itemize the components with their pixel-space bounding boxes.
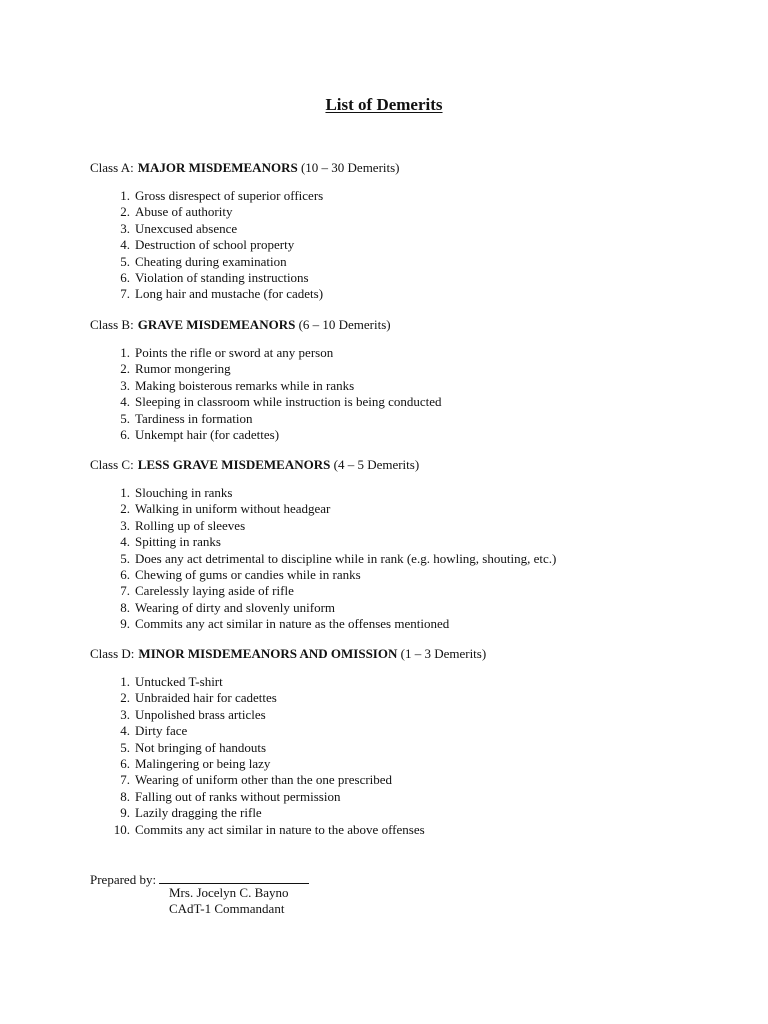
item-text: Unkempt hair (for cadettes) [135, 426, 280, 442]
item-text: Points the rifle or sword at any person [135, 345, 334, 360]
item-text: Rumor mongering [135, 361, 231, 377]
list-item [90, 394, 730, 410]
list-item [90, 822, 730, 838]
offense-list [90, 188, 730, 303]
item-text: Lazily dragging the rifle [135, 805, 262, 821]
item-number: 4. [120, 723, 130, 739]
item-text: Does any act detrimental to discipline while in rank (e.g. howling, shouting, etc.) [135, 550, 557, 566]
item-text: Spitting in ranks [135, 534, 221, 550]
section-range: (6 – 10 Demerits) [298, 317, 391, 332]
item-text: Untucked T-shirt [135, 674, 223, 689]
item-text: Cheating during examination [135, 253, 287, 269]
signatory-name: Mrs. Jocelyn C. Bayno [169, 885, 289, 900]
item-text: Abuse of authority [135, 204, 233, 220]
item-number: 3. [120, 377, 130, 393]
item-number: 7. [120, 583, 130, 599]
item-text: Slouching in ranks [135, 485, 233, 500]
section-heading [90, 317, 730, 333]
item-number: 3. [120, 517, 130, 533]
item-text: Tardiness in formation [135, 410, 253, 426]
list-item [90, 254, 730, 270]
item-text: Destruction of school property [135, 237, 295, 253]
list-item [90, 237, 730, 253]
signatory-block [169, 885, 289, 918]
item-number: 1. [120, 674, 130, 689]
list-item [90, 616, 730, 632]
item-number: 5. [120, 739, 130, 755]
item-number: 9. [120, 616, 130, 632]
prepared-by-label: Prepared by: [90, 872, 157, 887]
item-number: 5. [120, 410, 130, 426]
item-number: 4. [120, 534, 130, 550]
section-name: MINOR MISDEMEANORS AND OMISSION [138, 646, 398, 661]
list-item [90, 221, 730, 237]
item-text: Commits any act similar in nature as the offenses mentioned [135, 616, 450, 632]
item-number: 4. [120, 237, 130, 253]
section-class-a [90, 160, 730, 303]
list-item [90, 204, 730, 220]
signatory-position: CAdT-1 Commandant [169, 901, 285, 917]
offense-list [90, 485, 730, 633]
item-text: Rolling up of sleeves [135, 517, 246, 533]
offense-list [90, 345, 730, 443]
list-item [90, 378, 730, 394]
list-item [90, 674, 730, 690]
item-text: Dirty face [135, 723, 188, 739]
item-number: 6. [120, 566, 130, 582]
item-number: 8. [120, 788, 130, 804]
item-number: 2. [120, 501, 130, 517]
section-heading [90, 646, 730, 662]
section-range: (10 – 30 Demerits) [300, 160, 400, 175]
list-item [90, 583, 730, 599]
list-item [90, 188, 730, 204]
list-item [90, 690, 730, 706]
list-item [90, 286, 730, 302]
section-class-c [90, 457, 730, 633]
item-number: 5. [120, 253, 130, 269]
section-class-label: Class A: [90, 160, 134, 175]
list-item [90, 740, 730, 756]
list-item [90, 270, 730, 286]
signature-line [159, 869, 309, 884]
item-number: 2. [120, 690, 130, 706]
list-item [90, 345, 730, 361]
item-text: Commits any act similar in nature to the above offenses [135, 821, 425, 837]
item-text: Unexcused absence [135, 220, 238, 236]
section-range: (4 – 5 Demerits) [333, 457, 420, 472]
item-text: Not bringing of handouts [135, 739, 267, 755]
section-heading [90, 160, 730, 176]
item-text: Long hair and mustache (for cadets) [135, 286, 324, 302]
item-number: 10. [113, 821, 130, 837]
section-range: (1 – 3 Demerits) [400, 646, 487, 661]
item-number: 6. [120, 426, 130, 442]
item-number: 7. [120, 772, 130, 788]
list-item [90, 427, 730, 443]
item-number: 4. [120, 394, 130, 410]
item-number: 6. [120, 269, 130, 285]
item-text: Violation of standing instructions [135, 269, 309, 285]
list-item [90, 600, 730, 616]
list-item [90, 772, 730, 788]
section-class-label: Class D: [90, 646, 135, 661]
item-number: 9. [120, 805, 130, 821]
item-number: 1. [120, 485, 130, 500]
item-text: Wearing of dirty and slovenly uniform [135, 599, 336, 615]
section-heading [90, 457, 730, 473]
item-text: Malingering or being lazy [135, 755, 271, 771]
list-item [90, 501, 730, 517]
list-item [90, 551, 730, 567]
section-class-label: Class C: [90, 457, 134, 472]
list-item [90, 567, 730, 583]
section-class-d [90, 646, 730, 838]
section-name: GRAVE MISDEMEANORS [137, 317, 296, 332]
section-class-label: Class B: [90, 317, 134, 332]
list-item [90, 756, 730, 772]
section-name: LESS GRAVE MISDEMEANORS [137, 457, 331, 472]
list-item [90, 411, 730, 427]
item-number: 1. [120, 188, 130, 203]
item-number: 8. [120, 599, 130, 615]
item-text: Sleeping in classroom while instruction is being conducted [135, 394, 442, 410]
list-item [90, 534, 730, 550]
item-number: 5. [120, 550, 130, 566]
item-text: Chewing of gums or candies while in ranks [135, 566, 361, 582]
list-item [90, 805, 730, 821]
list-item [90, 707, 730, 723]
list-item [90, 723, 730, 739]
list-item [90, 361, 730, 377]
document-title-text: List of Demerits [325, 95, 443, 114]
list-item [90, 518, 730, 534]
item-number: 3. [120, 220, 130, 236]
item-text: Wearing of uniform other than the one prescribed [135, 772, 393, 788]
item-text: Falling out of ranks without permission [135, 788, 341, 804]
section-name: MAJOR MISDEMEANORS [137, 160, 298, 175]
item-text: Gross disrespect of superior officers [135, 188, 324, 203]
list-item [90, 485, 730, 501]
list-item [90, 789, 730, 805]
item-text: Unbraided hair for cadettes [135, 690, 277, 706]
item-number: 3. [120, 706, 130, 722]
document-title [0, 94, 768, 116]
item-text: Walking in uniform without headgear [135, 501, 331, 517]
item-text: Carelessly laying aside of rifle [135, 583, 294, 599]
item-number: 2. [120, 204, 130, 220]
item-number: 6. [120, 755, 130, 771]
item-number: 2. [120, 361, 130, 377]
section-class-b [90, 317, 730, 443]
item-number: 1. [120, 345, 130, 360]
item-number: 7. [120, 286, 130, 302]
item-text: Making boisterous remarks while in ranks [135, 377, 355, 393]
item-text: Unpolished brass articles [135, 706, 266, 722]
offense-list [90, 674, 730, 838]
